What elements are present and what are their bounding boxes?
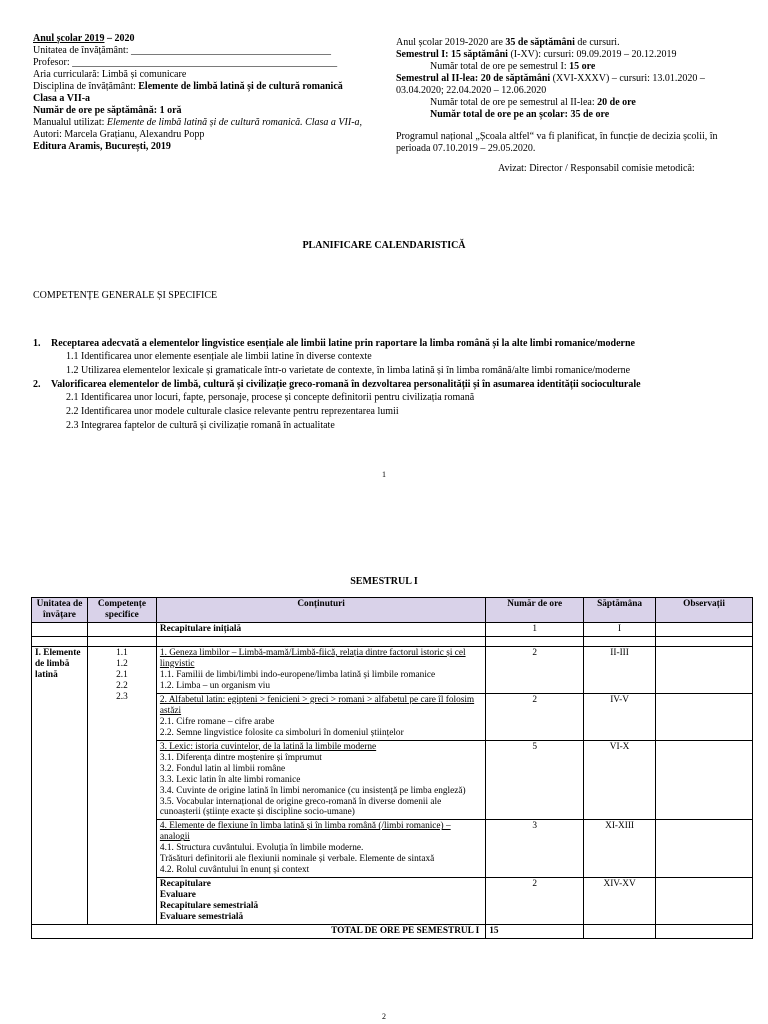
header-content: Conținuturi (156, 598, 485, 623)
header-observations: Observații (656, 598, 753, 623)
header-hours: Număr de ore (486, 598, 584, 623)
school-year: Anul școlar 2019 – 2020 (33, 33, 135, 44)
header-week: Săptămâna (584, 598, 656, 623)
content-cell: Recapitulare Evaluare Recapitulare semestrială Evaluare semestrială (156, 878, 485, 925)
header-right (396, 37, 746, 175)
content-cell: 3. Lexic: istoria cuvintelor, de la latină la limbile moderne 3.1. Diferența dintre moștenire și împrumut 3.2. Fondul latin al limbii române 3.3. Lexic latin în alte limbi romanice 3.4. Cuvinte de origine latină în limbi neromanice (cu insistență pe limba engleză) 3.5. Vocabular internațional de origine greco-romană în diverse domenii ale cunoașterii (științe exacte și discipline socio-umane) (156, 740, 485, 820)
year-hours: Număr total de ore pe an școlar: 35 de ore (430, 109, 610, 120)
semester-1-hours: Număr total de ore pe semestrul I: 15 ore (430, 61, 596, 72)
unit-competences: 1.1 1.2 2.1 2.2 2.3 (87, 646, 156, 924)
page-number-1: 1 (382, 470, 386, 479)
school-unit: Unitatea de învățământ: ________________________________________ (33, 45, 332, 56)
table-row: 2. Alfabetul latin: egipteni > fenicieni > greci > romani > alfabetul pe care îl folosim astăzi 2.1. Cifre romane – cifre arabe 2.2. Semne lingvistice folosite ca simboluri în domeniul științelor 2 IV-V (32, 693, 753, 740)
total-value: 15 (486, 925, 584, 939)
page-number-2: 2 (382, 1012, 386, 1021)
header-left (33, 33, 383, 153)
school-altfel-program: Programul național „Școala altfel“ va fi planificat, în funcție de decizia școlii, în perioada 07.10.2019 – 29.05.2020. (396, 131, 718, 154)
unit-name: I. Elemente de limbă latină (32, 646, 88, 924)
total-row (32, 925, 753, 939)
semester-1-info: Semestrul I: 15 săptămâni (I-XV): cursuri: 09.09.2019 – 20.12.2019 (396, 49, 677, 60)
manual: Manualul utilizat: Elemente de limbă latină și de cultură romanică. Clasa a VII-a, (33, 117, 363, 128)
semester-2-info: Semestrul al II-lea: 20 de săptămâni (XVI-XXXV) – cursuri: 13.01.2020 – 03.04.2020; 22.04.2020 – 12.06.2020 (396, 73, 705, 96)
specific-competence-2-1: 2.1 Identificarea unor locuri, fapte, personaje, procese și concepte definitorii pentru civilizația romană (66, 392, 475, 403)
table-row: Recapitulare inițială 1 I (32, 622, 753, 636)
year-weeks: Anul școlar 2019-2020 are 35 de săptămâni de cursuri. (396, 37, 620, 48)
specific-competence-1-2: 1.2 Utilizarea elementelor lexicale și gramaticale într-o varietate de contexte, în limba latină și în limba română/alte limbi romanice/moderne (66, 365, 631, 376)
specific-competence-1-1: 1.1 Identificarea unor elemente esențiale ale limbii latine în diverse contexte (66, 351, 372, 362)
general-competence-1: 1. Receptarea adecvată a elementelor lingvistice esențiale ale limbii latine prin raportare la limba română și la alte limbi romanice/moderne (33, 338, 635, 349)
content-cell: 4. Elemente de flexiune în limba latină și în limba română (/limbi romanice) – analogii 4.1. Structura cuvântului. Evoluția în limbile moderne. Trăsături definitorii ale flexiunii nominale și verbale. Elemente de sintaxă 4.2. Rolul cuvântului în enunț și context (156, 820, 485, 878)
competences-heading: COMPETENȚE GENERALE ȘI SPECIFICE (33, 290, 218, 301)
table-row: I. Elemente de limbă latină 1.1 1.2 2.1 2.2 2.3 1. Geneza limbilor – Limbă-mamă/Limbă-fiică, relația dintre factorul istoric și cel lingvistic 1.1. Familii de limbi/limbi indo-europene/limba latină și limbile romanice 1.2. Limba – un organism viu 2 II-III (32, 646, 753, 693)
class: Clasa a VII-a (33, 93, 91, 104)
table-header-row (32, 598, 753, 623)
semester-2-hours: Număr total de ore pe semestrul al II-lea: 20 de ore (430, 97, 636, 108)
teacher: Profesor: _____________________________________________________ (33, 57, 338, 68)
content-cell: 2. Alfabetul latin: egipteni > fenicieni > greci > romani > alfabetul pe care îl folosim astăzi 2.1. Cifre romane – cifre arabe 2.2. Semne lingvistice folosite ca simboluri în domeniul științelor (156, 693, 485, 740)
authors: Autori: Marcela Grațianu, Alexandru Popp (33, 129, 205, 140)
header-unit: Unitatea de învățare (32, 598, 88, 623)
recap-initial: Recapitulare inițială (156, 622, 485, 636)
page-title: PLANIFICARE CALENDARISTICĂ (302, 240, 466, 251)
table-row: 4. Elemente de flexiune în limba latină și în limba română (/limbi romanice) – analogii 4.1. Structura cuvântului. Evoluția în limbile moderne. Trăsături definitorii ale flexiunii nominale și verbale. Elemente de sintaxă 4.2. Rolul cuvântului în enunț și context 3 XI-XIII (32, 820, 753, 878)
semester-table (31, 597, 753, 939)
table-row: 3. Lexic: istoria cuvintelor, de la latină la limbile moderne 3.1. Diferența dintre moștenire și împrumut 3.2. Fondul latin al limbii române 3.3. Lexic latin în alte limbi romanice 3.4. Cuvinte de origine latină în limbi neromanice (cu insistență pe limba engleză) 3.5. Vocabular internațional de origine greco-romană în diverse domenii ale cunoașterii (științe exacte și discipline socio-umane) 5 VI-X (32, 740, 753, 820)
curricular-area: Aria curriculară: Limbă și comunicare (33, 69, 187, 80)
header-competences: Competențe specifice (87, 598, 156, 623)
specific-competence-2-3: 2.3 Integrarea faptelor de cultură și civilizație romană în actualitate (66, 420, 335, 431)
discipline: Disciplina de învățământ: Elemente de limbă latină și de cultură romanică (33, 81, 343, 92)
approval: Avizat: Director / Responsabil comisie metodică: (498, 163, 695, 174)
weekly-hours: Număr de ore pe săptămână: 1 oră (33, 105, 182, 116)
specific-competence-2-2: 2.2 Identificarea unor modele culturale clasice relevante pentru reprezentarea lumii (66, 406, 399, 417)
general-competence-2: 2. Valorificarea elementelor de limbă, cultură și civilizație greco-romană în dezvoltarea personalității și în asumarea identității socioculturale (33, 379, 641, 390)
publisher: Editura Aramis, București, 2019 (33, 141, 171, 152)
total-label: TOTAL DE ORE PE SEMESTRUL I (32, 925, 486, 939)
content-cell: 1. Geneza limbilor – Limbă-mamă/Limbă-fiică, relația dintre factorul istoric și cel lingvistic 1.1. Familii de limbi/limbi indo-europene/limba latină și limbile romanice 1.2. Limba – un organism viu (156, 646, 485, 693)
semester-title: SEMESTRUL I (350, 576, 418, 587)
competences-list (33, 338, 753, 434)
table-row: Recapitulare Evaluare Recapitulare semestrială Evaluare semestrială 2 XIV-XV (32, 878, 753, 925)
